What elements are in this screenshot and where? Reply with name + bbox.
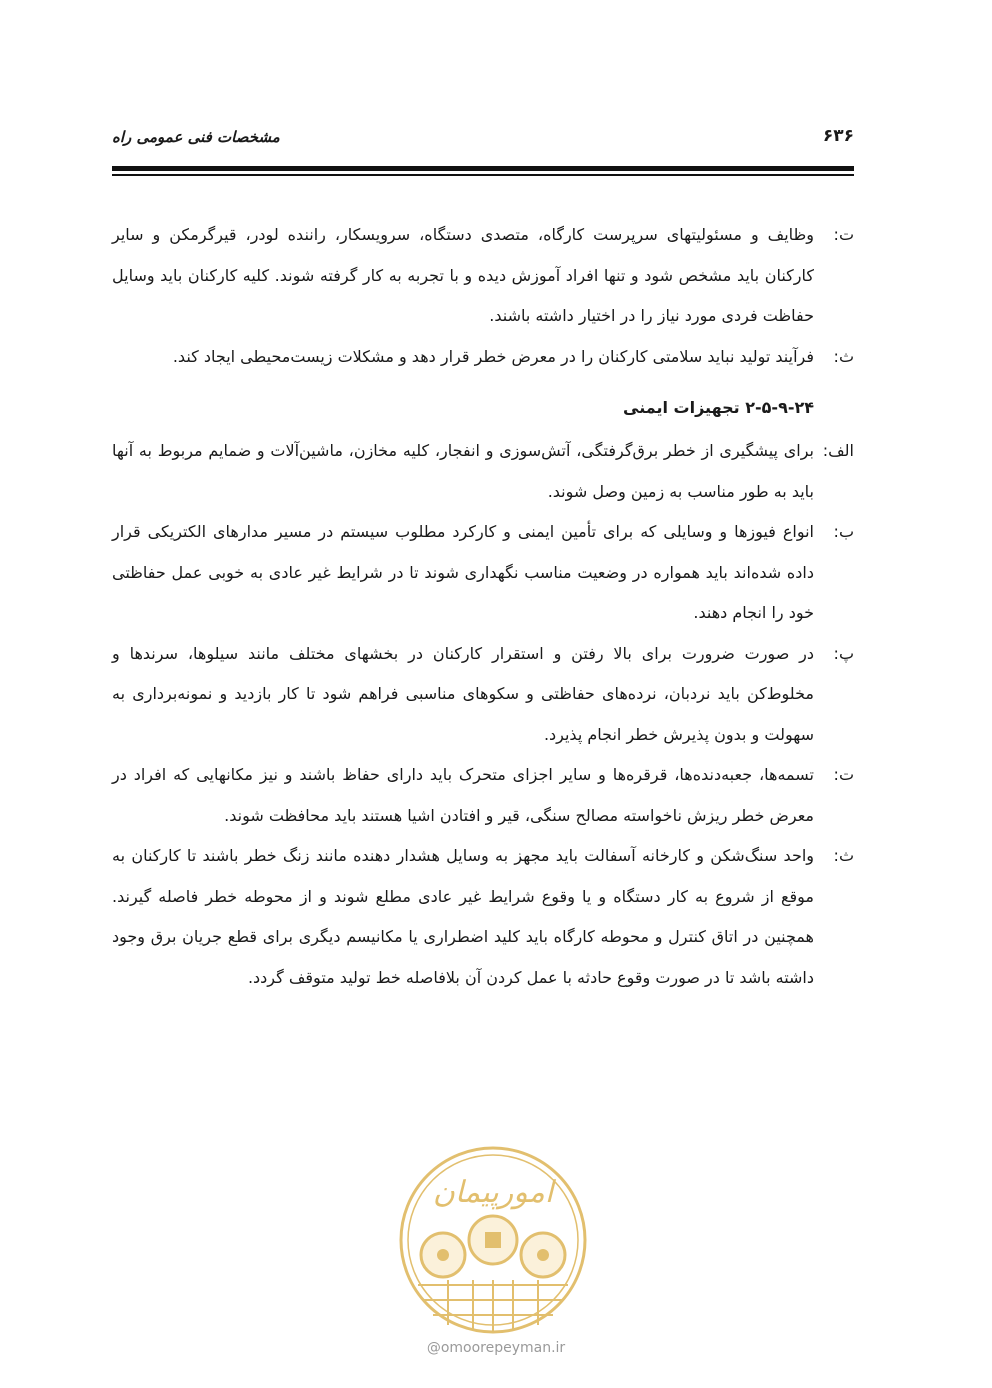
section-heading: ۲-۵-۹-۲۴ تجهیزات ایمنی xyxy=(623,398,814,417)
watermark-logo xyxy=(388,1140,598,1340)
list-item xyxy=(112,755,854,836)
list-item xyxy=(112,836,854,998)
list-item xyxy=(112,512,854,634)
list-item xyxy=(112,431,854,512)
logo-lettering: امورپیمان xyxy=(432,1175,554,1210)
item-text: فرآیند تولید نباید سلامتی کارکنان را در معرض خطر قرار دهد و مشکلات زیست‌محیطی ایجاد کند. xyxy=(172,346,814,366)
item-marker: ت: xyxy=(833,765,854,784)
item-marker: ب: xyxy=(833,522,854,541)
header-rule-thin xyxy=(112,174,854,176)
item-marker: ث: xyxy=(833,346,854,366)
page-number: ۶۳۶ xyxy=(822,126,854,146)
item-marker: الف: xyxy=(822,441,854,460)
item-text: تسمه‌ها، جعبه‌دنده‌ها، قرقره‌ها و سایر اجزای متحرک باید دارای حفاظ باشند و نیز مکانهایی که افراد در معرض خطر ریزش ناخواسته مصالح سنگی، قیر و افتادن اشیا هستند باید محافظت شوند. xyxy=(112,765,814,825)
item-marker: ت: xyxy=(833,225,854,244)
item-marker: پ: xyxy=(833,643,854,663)
item-text: واحد سنگ‌شکن و کارخانه آسفالت باید مجهز به وسایل هشدار دهنده مانند زنگ خطر باشند تا کارکنان به موقع از شروع به کار دستگاه و یا وقوع شرایط غیر عادی مطلع شوند و از محوطه خطر فاصله گیرند. همچنین در اتاق کنترل و محوطه کارگاه باید کلید اضطراری یا مکانیسم دیگری برای قطع جریان برق وجود داشته باشد تا در صورت وقوع حادثه با عمل کردن آن بلافاصله خط تولید متوقف گردد. xyxy=(112,846,814,987)
list-item xyxy=(112,634,854,756)
item-marker: ث: xyxy=(833,846,854,865)
header-title: مشخصات فنی عمومی راه xyxy=(112,128,280,146)
item-text: وظایف و مسئولیتهای سرپرست کارگاه، متصدی دستگاه، سرویسکار، راننده لودر، قیرگرمکن و سایر کارکنان باید مشخص شود و تنها افراد آموزش دیده و با تجربه به کار گرفته شوند. کلیه کارکنان باید وسایل حفاظت فردی مورد نیاز را در اختیار داشته باشند. xyxy=(112,225,814,325)
page-header xyxy=(112,122,854,154)
item-text: در صورت ضرورت برای بالا رفتن و استقرار کارکنان در بخشهای مختلف مانند سیلوها، سرندها و مخلوط‌کن باید نردبان، نرده‌های حفاظتی و سکوهای مناسبی فراهم شود تا کار بازدید و نمونه‌برداری به سهولت و بدون پذیرش خطر انجام پذیرد. xyxy=(112,643,814,744)
watermark-url: @omoorepeyman.ir xyxy=(426,1340,566,1356)
list-item xyxy=(112,337,854,378)
list-item xyxy=(112,215,854,337)
item-text: انواع فیوزها و وسایلی که برای تأمین ایمنی و کارکرد مطلوب سیستم در مسیر مدارهای الکتریکی قرار داده شده‌اند باید همواره در وضعیت مناسب نگهداری شوند تا در شرایط غیر عادی به خوبی عمل حفاظتی خود را انجام دهند. xyxy=(112,522,814,622)
header-rule-thick xyxy=(112,166,854,171)
document-body xyxy=(112,215,854,998)
item-text: برای پیشگیری از خطر برق‌گرفتگی، آتش‌سوزی و انفجار، کلیه مخازن، ماشین‌آلات و ضمایم مربوط به آنها باید به طور مناسب به زمین وصل شوند. xyxy=(112,441,814,501)
